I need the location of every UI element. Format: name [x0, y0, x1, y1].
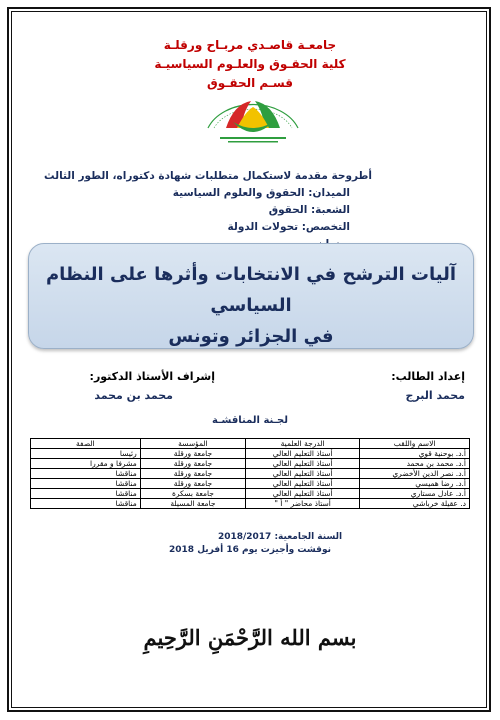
student-block — [391, 367, 465, 405]
defense-date: نوقشت وأجيزت يوم 16 أفريل 2018 — [169, 545, 331, 555]
thesis-branch: الشعبة: الحقوق — [268, 204, 350, 216]
basmala: بسم الله الرَّحْمَنِ الرَّحِيمِ — [143, 625, 357, 650]
jury-rank: أستاذ التعليم العالي — [246, 479, 360, 489]
jury-institution: جامعة المسيلة — [140, 499, 245, 509]
supervisor-block — [90, 367, 215, 405]
university-header — [0, 36, 500, 93]
header-rank: الدرجة العلمية — [246, 439, 360, 449]
jury-name: أ.د. رضا هميسي — [360, 479, 470, 489]
jury-role: رئيسا — [31, 449, 141, 459]
faculty-name: كلية الحقـوق والعلـوم السياسيـة — [154, 57, 346, 71]
thesis-title-line1: آليات الترشح في الانتخابات وأثرها على النظام السياسي — [45, 264, 457, 316]
jury-institution: جامعة ورقلة — [140, 479, 245, 489]
thesis-specialty: التخصص: تحولات الدولة — [227, 221, 350, 233]
thesis-degree: أطروحة مقدمة لاستكمال متطلبات شهادة دكتوراه، الطور الثالث — [44, 170, 372, 182]
jury-role: مشرفا و مقررا — [31, 459, 141, 469]
jury-institution: جامعة ورقلة — [140, 449, 245, 459]
table-row — [31, 469, 470, 479]
department-name: قسـم الحقـوق — [206, 76, 293, 90]
thesis-info — [44, 168, 372, 253]
jury-rank: أستاذ التعليم العالي — [246, 459, 360, 469]
thesis-title — [29, 244, 473, 352]
student-name: محمد البرج — [405, 389, 465, 402]
jury-role: مناقشا — [31, 499, 141, 509]
table-row — [31, 459, 470, 469]
academic-year: السنة الجامعية: 2018/2017 — [217, 532, 343, 542]
table-row — [31, 449, 470, 459]
jury-table — [30, 438, 470, 509]
jury-institution: جامعة ورقلة — [140, 459, 245, 469]
thesis-field: الميدان: الحقوق والعلوم السياسية — [172, 187, 350, 199]
thesis-title-line2: في الجزائر وتونس — [168, 326, 334, 347]
jury-role: مناقشا — [31, 469, 141, 479]
university-name: جامعـة قاصـدي مربـاح ورقلـة — [163, 38, 337, 52]
jury-name: د. عقيلة خرباشي — [360, 499, 470, 509]
jury-name: أ.د. نصر الدين الأخضري — [360, 469, 470, 479]
jury-name: أ.د. بوحنية قوي — [360, 449, 470, 459]
jury-rank: أستاذ التعليم العالي — [246, 489, 360, 499]
jury-rank: أستاذ محاضر " أ " — [246, 499, 360, 509]
jury-name: أ.د. عادل مستاري — [360, 489, 470, 499]
academic-year-block — [0, 531, 500, 557]
jury-role: مناقشا — [31, 479, 141, 489]
jury-institution: جامعة بسكرة — [140, 489, 245, 499]
thesis-title-box — [28, 243, 474, 349]
table-row — [31, 489, 470, 499]
supervisor-label: إشراف الأستاذ الدكتور: — [89, 370, 215, 383]
supervisor-name: محمد بن محمد — [94, 389, 173, 402]
jury-name: أ.د. محمد بن محمد — [360, 459, 470, 469]
header-institution: المؤسسة — [140, 439, 245, 449]
jury-rank: أستاذ التعليم العالي — [246, 449, 360, 459]
table-row — [31, 479, 470, 489]
header-role: الصفة — [31, 439, 141, 449]
committee-title: لجـنة المناقشـة — [212, 415, 288, 426]
university-seal-logo — [178, 88, 328, 148]
jury-institution: جامعة ورقلة — [140, 469, 245, 479]
header-name: الاسم واللقب — [360, 439, 470, 449]
jury-role: مناقشا — [31, 489, 141, 499]
jury-rank: أستاذ التعليم العالي — [246, 469, 360, 479]
table-row — [31, 499, 470, 509]
student-label: إعداد الطالب: — [391, 370, 465, 383]
jury-header-row — [31, 439, 470, 449]
